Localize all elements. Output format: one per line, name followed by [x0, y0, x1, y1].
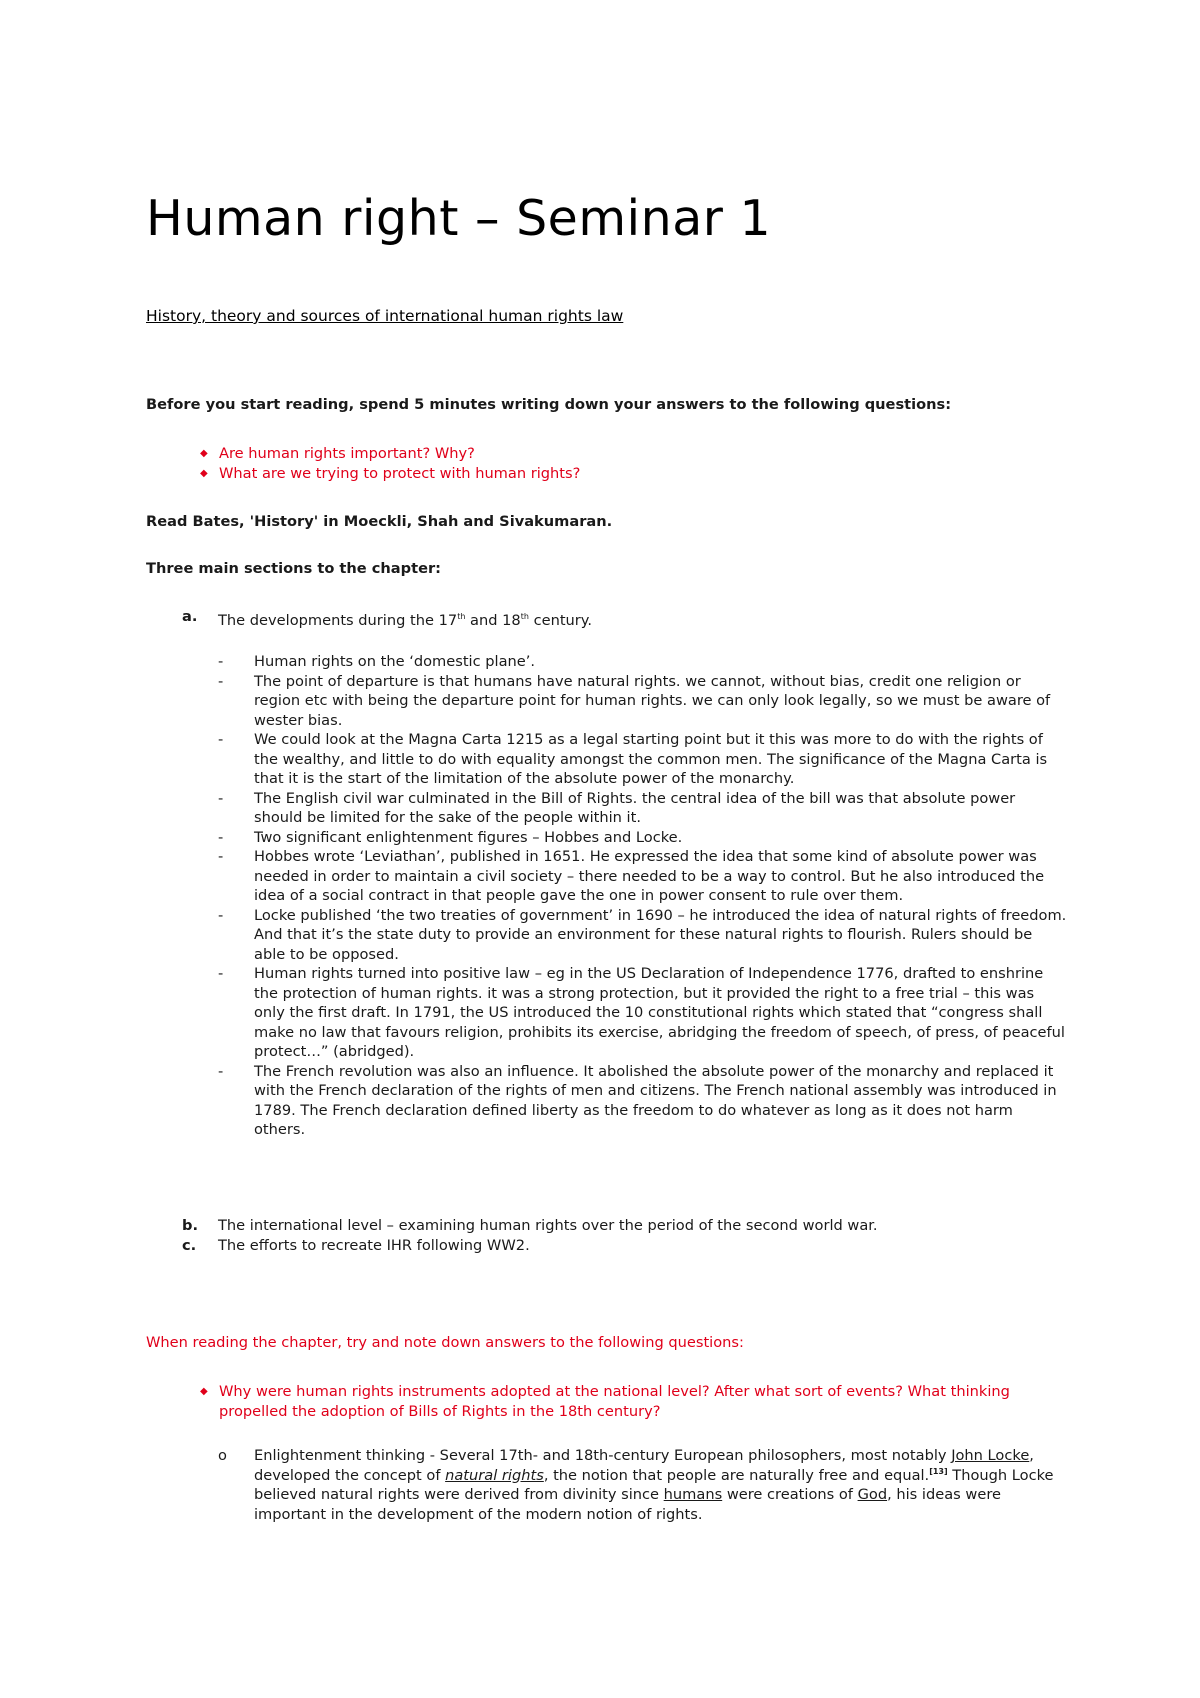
section-letter: a. [182, 608, 198, 625]
question-item: ◆ What are we trying to protect with human rights? [200, 465, 581, 482]
instruction-text: Before you start reading, spend 5 minutes writing down your answers to the following questions: [146, 396, 952, 413]
section-b [182, 1216, 878, 1236]
citation-link[interactable]: [13] [929, 1466, 948, 1476]
reading-question: ◆ Why were human rights instruments adopted at the national level? After what sort of events? What thinking propelled the adoption of Bills of Rights in the 18th century? [200, 1383, 1010, 1420]
list-item: - Locke published ‘the two treaties of government’ in 1690 – he introduced the idea of natural rights of freedom. And that it’s the state duty to provide an environment for these natural rights to flourish. Rulers should be able to be opposed. [218, 906, 1067, 963]
answer-item [218, 1446, 1068, 1524]
answer-text: Enlightenment thinking - Several 17th- and 18th-century European philosophers, most notably John Locke, developed the concept of natural rights, the notion that people are naturally free and equal.[13] Though Locke believed natural rights were derived from divinity since humans were creations of God, his ideas were important in the development of the modern notion of rights. [254, 1447, 1054, 1523]
list-item: - Human rights on the ‘domestic plane’. [218, 653, 536, 670]
list-item: - The French revolution was also an influence. It abolished the absolute power of the monarchy and replaced it with the French declaration of the rights of men and citizens. The French national assembly was introduced in 1789. The French declaration defined liberty as the freedom to do whatever as long as it does not harm others. [218, 1062, 1057, 1138]
list-item: - Two significant enlightenment figures – Hobbes and Locke. [218, 828, 683, 846]
god-link[interactable]: God [857, 1486, 888, 1503]
list-item: - The English civil war culminated in the Bill of Rights. the central idea of the bill was that absolute power should be limited for the sake of the people within it. [218, 789, 1016, 826]
list-item: - We could look at the Magna Carta 1215 as a legal starting point but it this was more to do with the rights of the wealthy, and little to do with equality amongst the common men. The significance of the Magna Carta is that it is the start of the limitation of the absolute power of the monarchy. [218, 731, 1048, 787]
natural-rights-link[interactable]: natural rights [445, 1466, 544, 1484]
page-title: Human right – Seminar 1 [146, 190, 772, 247]
bullet-icon: ◆ [200, 1386, 208, 1397]
sections-heading: Three main sections to the chapter: [146, 560, 442, 577]
section-text: The developments during the 17th and 18th century. [218, 611, 592, 629]
humans-link[interactable]: humans [663, 1486, 723, 1503]
bullet-icon: ◆ [200, 468, 208, 479]
list-item: - The point of departure is that humans have natural rights. we cannot, without bias, credit one religion or region etc with being the departure point for human rights. we can only look legally, so we must be aware of wester bias. [218, 672, 1051, 729]
section-a [182, 607, 592, 630]
section-letter: c. [182, 1237, 197, 1254]
list-item: - Hobbes wrote ‘Leviathan’, published in 1651. He expressed the idea that some kind of absolute power was needed in order to maintain a civil society – there needed to be a way to control. But he also introduced the idea of a social contract in that people gave the one in power consent to rule over them. [218, 848, 1045, 904]
section-text: The efforts to recreate IHR following WW2. [218, 1237, 530, 1254]
bullet-icon: ◆ [200, 448, 208, 459]
section-text: The international level – examining human rights over the period of the second world war. [218, 1217, 878, 1234]
question-item: ◆ Are human rights important? Why? [200, 445, 475, 462]
circle-bullet-icon: o [218, 1447, 227, 1464]
john-locke-link[interactable]: John Locke [951, 1447, 1030, 1464]
reading-assignment: Read Bates, 'History' in Moeckli, Shah and Sivakumaran. [146, 513, 613, 530]
page-subtitle: History, theory and sources of international human rights law [146, 307, 624, 325]
dash-list [218, 652, 1068, 1140]
section-c [182, 1236, 530, 1256]
section-letter: b. [182, 1217, 198, 1234]
reading-prompt: When reading the chapter, try and note down answers to the following questions: [146, 1334, 744, 1351]
list-item: - Human rights turned into positive law – eg in the US Declaration of Independence 1776, drafted to enshrine the protection of human rights. it was a strong protection, but it provided the right to a free trial – this was only the first draft. In 1791, the US introduced the 10 constitutional rights which stated that “congress shall make no law that favours religion, prohibits its exercise, abridging the freedom of speech, of press, of peaceful protect…” (abridged). [218, 965, 1065, 1060]
